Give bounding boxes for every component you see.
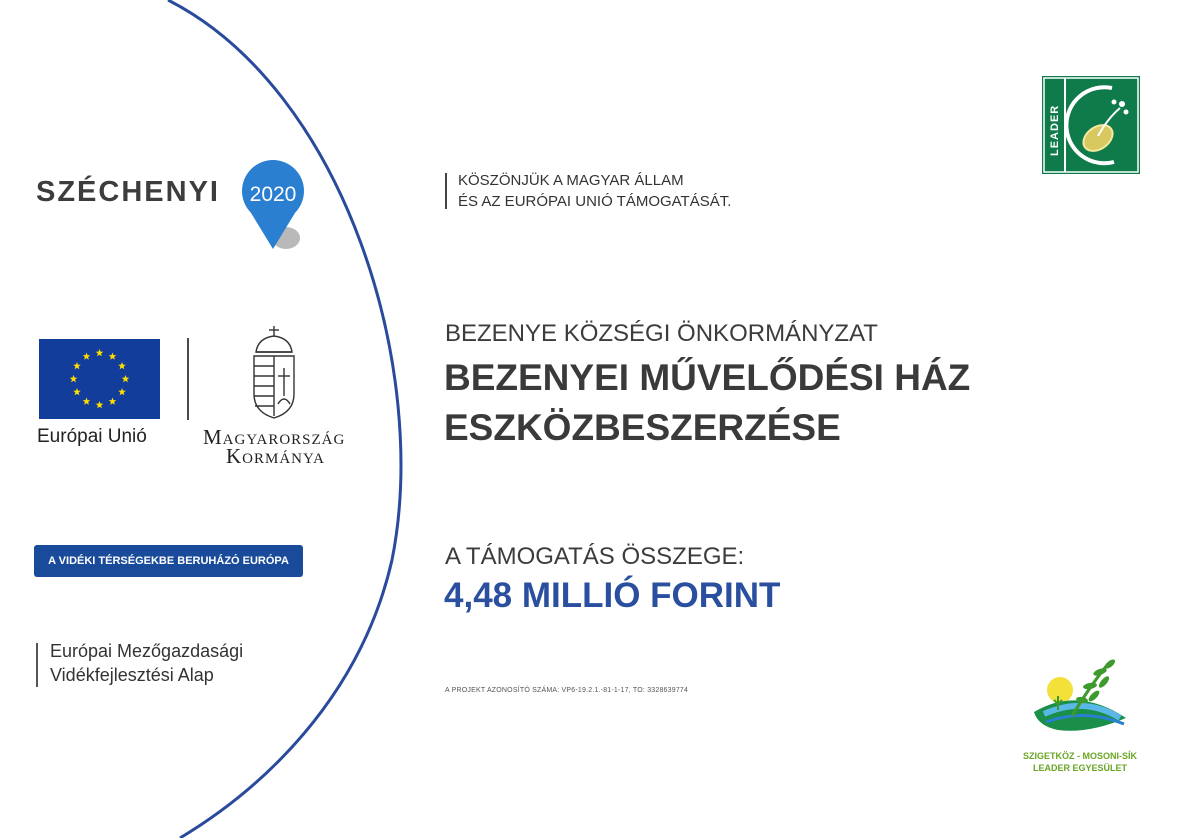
eu-flag-icon [39, 339, 160, 419]
fund-name-line-1: Európai Mezőgazdasági [50, 641, 244, 661]
support-amount-value: 4,48 MILLIÓ FORINT [444, 576, 781, 615]
szechenyi-logo-text: SZÉCHENYI [36, 176, 220, 208]
project-title-line-1: BEZENYEI MŰVELŐDÉSI HÁZ [444, 357, 971, 398]
eu-label: Európai Unió [37, 426, 147, 447]
government-line-2: Kormánya [226, 444, 326, 468]
project-id: A PROJEKT AZONOSÍTÓ SZÁMA: VP6-19.2.1.-81-1-17, TO: 3328639774 [445, 687, 689, 694]
svg-text:LEADER: LEADER [1049, 104, 1061, 156]
logo-divider [187, 338, 189, 420]
fund-divider [36, 643, 38, 687]
leader-logo [1042, 76, 1140, 174]
coat-of-arms-icon [248, 324, 300, 420]
fund-name-line-2: Vidékfejlesztési Alap [50, 665, 214, 685]
szechenyi-year: 2020 [249, 183, 297, 206]
government-line-1: Magyarország [203, 425, 346, 449]
project-title-line-2: ESZKÖZBESZERZÉSE [444, 407, 841, 448]
support-amount-label: A TÁMOGATÁS ÖSSZEGE: [445, 543, 745, 570]
leader-logo-icon [1042, 76, 1140, 174]
thanks-divider [445, 173, 447, 209]
thanks-line-2: ÉS AZ EURÓPAI UNIÓ TÁMOGATÁSÁT. [458, 193, 732, 210]
rural-europe-banner: A VIDÉKI TÉRSÉGEKBE BERUHÁZÓ EURÓPA [34, 545, 303, 577]
association-logo-icon [1028, 656, 1132, 738]
association-name-line-1: SZIGETKÖZ - MOSONI-SÍK [1023, 751, 1137, 761]
szechenyi-pin-icon [238, 156, 310, 256]
beneficiary-organization: BEZENYE KÖZSÉGI ÖNKORMÁNYZAT [445, 320, 878, 347]
association-name-line-2: LEADER EGYESÜLET [1032, 763, 1127, 773]
thanks-line-1: KÖSZÖNJÜK A MAGYAR ÁLLAM [458, 172, 684, 189]
